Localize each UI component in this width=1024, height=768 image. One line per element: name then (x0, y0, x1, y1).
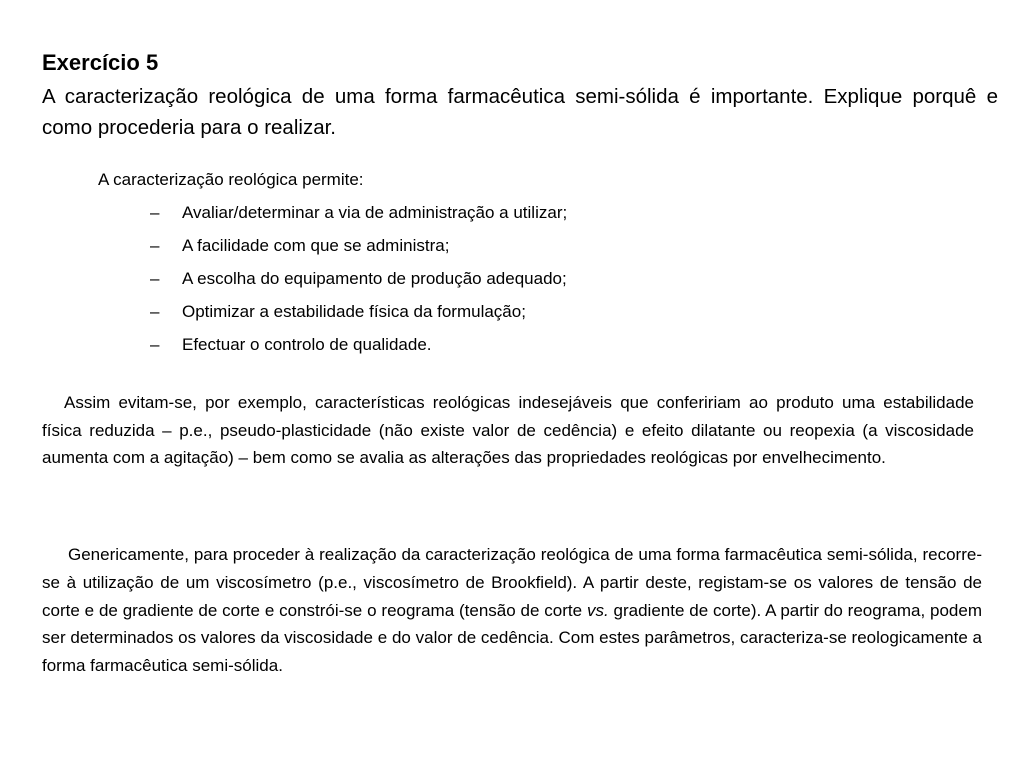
paragraph-procedure (42, 541, 982, 680)
dash-bullet-icon: – (150, 203, 160, 222)
list-item-text: Avaliar/determinar a via de administração a utilizar; (182, 203, 568, 222)
dash-bullet-icon: – (150, 269, 160, 288)
list-item-text: Efectuar o controlo de qualidade. (182, 335, 432, 354)
list-item (150, 332, 567, 365)
list-item-text: A facilidade com que se administra; (182, 236, 450, 255)
paragraph-procedure-text-1: Genericamente, para proceder à realização da caracterização reológica de uma forma farmacêutica semi-sólida, recorre-se à utilização de um viscosímetro (p.e., viscosímetro de Brookfield). A partir deste, registam-se os valores de tensão de corte e de gradiente de corte e constrói-se o reograma (tensão de corte (42, 545, 982, 620)
list-item (150, 266, 567, 299)
paragraph-consequences-text: Assim evitam-se, por exemplo, características reológicas indesejáveis que confeririam ao produto uma estabilidade física reduzida – p.e., pseudo-plasticidade (não existe valor de cedência) e efeito dilatante ou reopexia (a viscosidade aumenta com a agitação) – bem como se avalia as alterações das propriedades reológicas por envelhecimento. (42, 393, 974, 467)
dash-bullet-icon: – (150, 335, 160, 354)
paragraph-procedure-versus: vs. (586, 600, 609, 620)
list-item-text: A escolha do equipamento de produção adequado; (182, 269, 567, 288)
dash-bullet-icon: – (150, 236, 160, 255)
list-item (150, 299, 567, 332)
paragraph-consequences (42, 389, 974, 472)
benefits-list (150, 200, 567, 365)
answer-intro: A caracterização reológica permite: (98, 170, 364, 189)
exercise-title: Exercício 5 (42, 50, 159, 75)
list-item-text: Optimizar a estabilidade física da formulação; (182, 302, 526, 321)
dash-bullet-icon: – (150, 302, 160, 321)
list-item (150, 233, 567, 266)
list-item (150, 200, 567, 233)
paragraph-procedure-text-2: gradiente de corte). A partir do reograma, podem ser determinados os valores da viscosidade e do valor de cedência. Com estes parâmetros, caracteriza-se reologicamente a forma farmacêutica semi-sólida. (42, 600, 982, 676)
exercise-question: A caracterização reológica de uma forma farmacêutica semi-sólida é importante. Explique porquê e como procederia para o realizar. (42, 85, 998, 139)
